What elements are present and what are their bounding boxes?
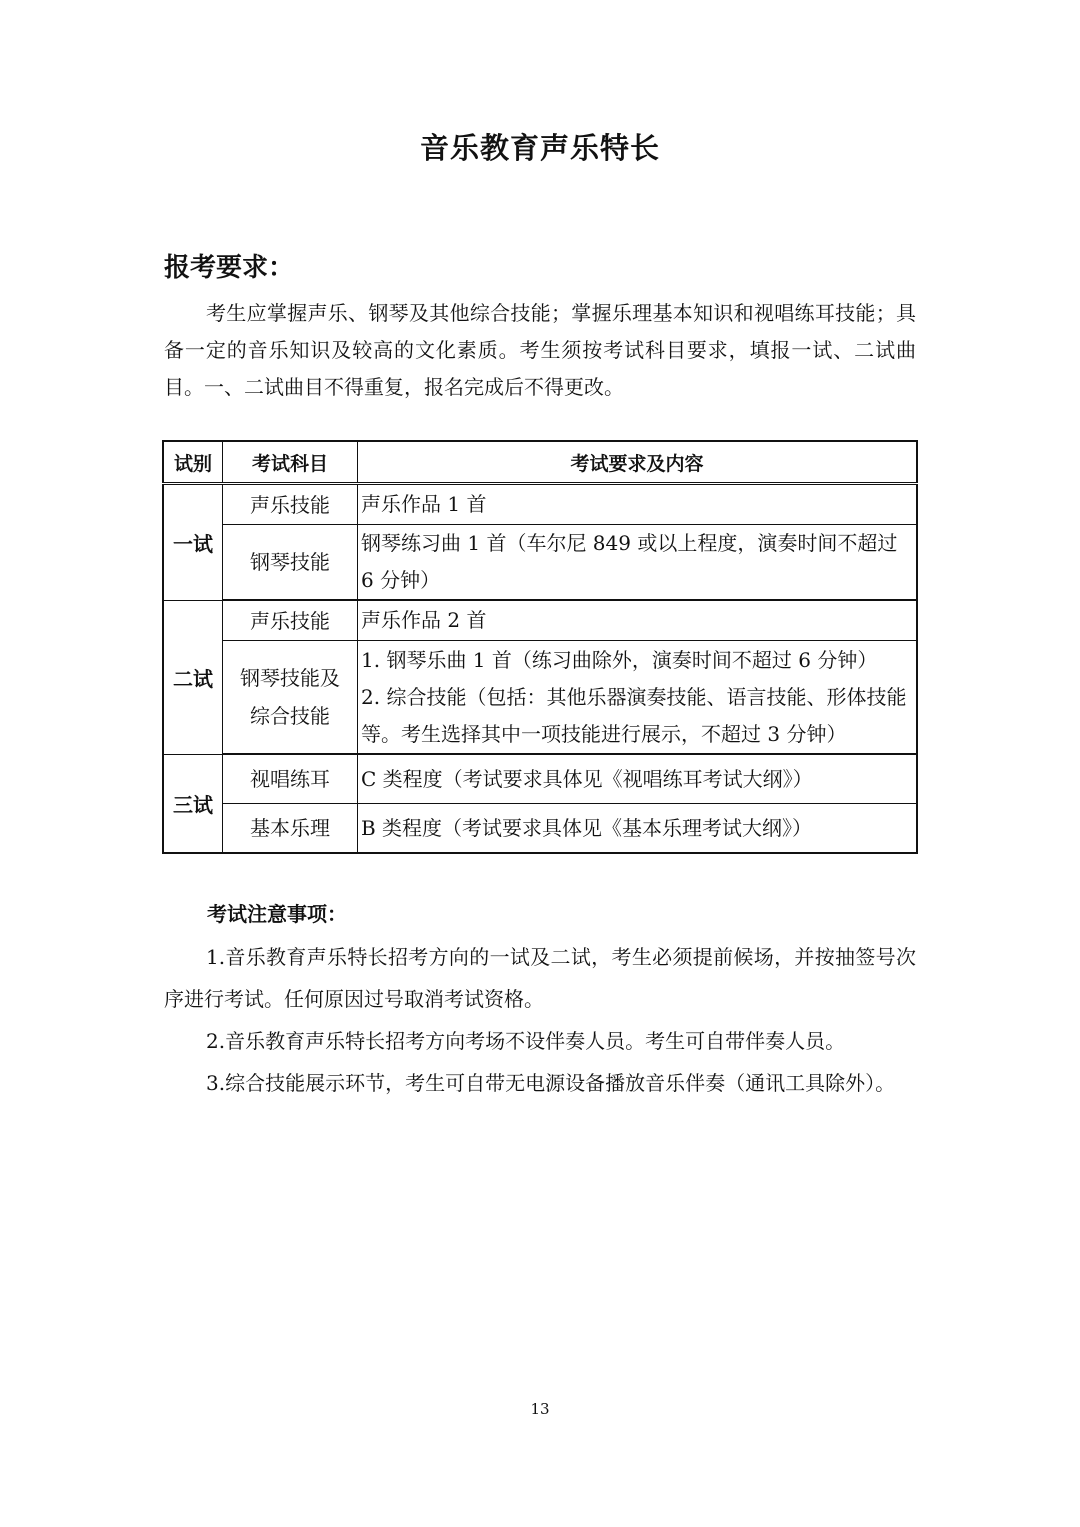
table-row: [163, 600, 917, 641]
subject-cell: 基本乐理: [223, 804, 358, 854]
stage-cell-third: 三试: [163, 754, 223, 853]
header-subject: 考试科目: [223, 441, 358, 484]
note-item: 1.音乐教育声乐特长招考方向的一试及二试，考生必须提前候场，并按抽签号次序进行考试。任何原因过号取消考试资格。: [164, 945, 916, 1011]
table-row: [163, 641, 917, 755]
content-cell: [358, 754, 918, 804]
content-line: B 类程度（考试要求具体见《基本乐理考试大纲》）: [361, 815, 813, 840]
content-line: 2. 综合技能（包括：其他乐器演奏技能、语言技能、形体技能等。考生选择其中一项技能进行展示，不超过 3 分钟）: [361, 684, 907, 746]
table-header-row: [163, 441, 917, 484]
content-cell: [358, 484, 918, 525]
table-row: [163, 525, 917, 601]
subject-cell: 钢琴技能及综合技能: [223, 641, 358, 755]
subject-cell: 声乐技能: [223, 484, 358, 525]
content-line: 1. 钢琴乐曲 1 首（练习曲除外，演奏时间不超过 6 分钟）: [361, 647, 878, 672]
content-cell: [358, 525, 918, 601]
header-stage: 试别: [163, 441, 223, 484]
requirements-paragraph: 考生应掌握声乐、钢琴及其他综合技能；掌握乐理基本知识和视唱练耳技能；具备一定的音乐知识及较高的文化素质。考生须按考试科目要求，填报一试、二试曲目。一、二试曲目不得重复，报名完成后不得更改。: [164, 301, 916, 399]
subject-cell: 视唱练耳: [223, 754, 358, 804]
stage-cell-first: 一试: [163, 484, 223, 601]
content-line: 声乐作品 2 首: [361, 608, 487, 632]
requirements-heading: 报考要求：: [164, 253, 295, 283]
note-item: 2.音乐教育声乐特长招考方向考场不设伴奏人员。考生可自带伴奏人员。: [206, 1029, 846, 1053]
table-row: [163, 754, 917, 804]
content-cell: [358, 804, 918, 854]
header-content: 考试要求及内容: [358, 441, 918, 484]
content-line: 声乐作品 1 首: [361, 492, 487, 516]
content-cell: [358, 641, 918, 755]
notes-heading: 考试注意事项：: [207, 902, 347, 926]
stage-cell-second: 二试: [163, 600, 223, 754]
content-line: C 类程度（考试要求具体见《视唱练耳考试大纲》）: [361, 766, 813, 791]
subject-cell: 声乐技能: [223, 600, 358, 641]
content-line: 钢琴练习曲 1 首（车尔尼 849 或以上程度，演奏时间不超过 6 分钟）: [361, 531, 898, 592]
content-cell: [358, 600, 918, 641]
page-number: 13: [530, 1400, 550, 1418]
table-row: [163, 484, 917, 525]
table-row: [163, 804, 917, 854]
page-title: 音乐教育声乐特长: [419, 131, 660, 165]
note-item: 3.综合技能展示环节，考生可自带无电源设备播放音乐伴奏（通讯工具除外）。: [206, 1071, 896, 1095]
subject-cell: 钢琴技能: [223, 525, 358, 601]
exam-table: [162, 440, 918, 854]
